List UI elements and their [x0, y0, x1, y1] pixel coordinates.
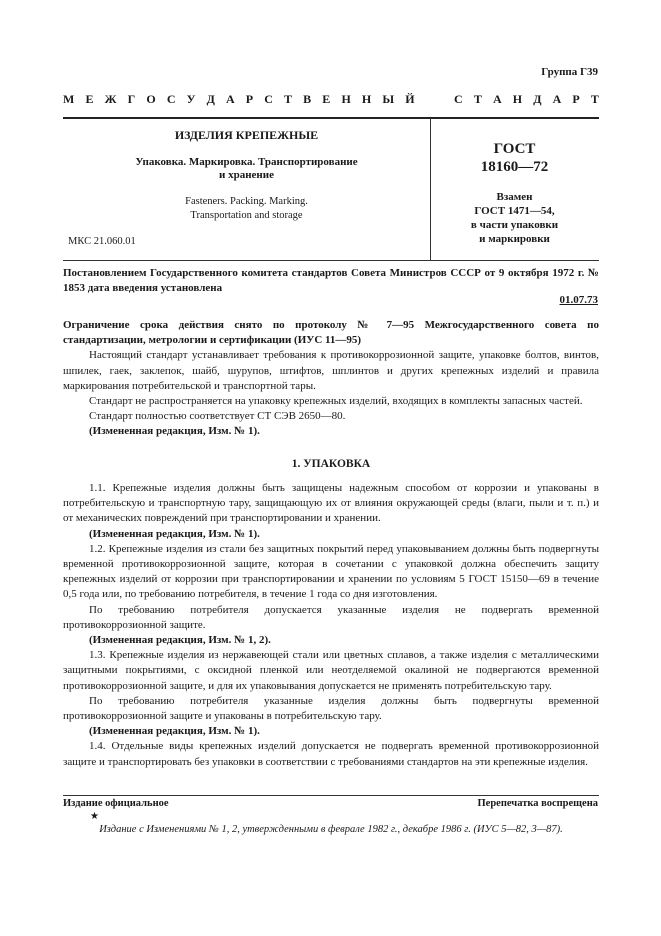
decree-paragraph — [63, 266, 599, 296]
intro-paragraph-3: Стандарт полностью соответствует СТ СЭВ 2650—80. — [89, 410, 346, 423]
clause-1-4: 1.4. Отдельные виды крепежных изделий допускается не подвергать временной противокоррозионной защите и транспортировать без упаковки в соответствии с требованиями стандартов на эти крепежные изделия. — [63, 740, 599, 768]
official-edition: Издание официальное — [63, 798, 169, 809]
reprint-prohibited: Перепечатка воспрещена — [477, 798, 598, 809]
intro-change-note: (Измененная редакция, Изм. № 1). — [89, 425, 260, 438]
subtitle-ru — [63, 156, 430, 182]
subtitle-en — [63, 195, 430, 223]
banner-letter — [440, 92, 443, 107]
banner-letter: А — [552, 92, 562, 106]
mks-code: МКС 21.060.01 — [68, 236, 136, 247]
section-heading-packing: 1. УПАКОВКА — [291, 458, 371, 470]
banner-letter: М — [63, 92, 75, 106]
banner-letter: Р — [572, 92, 580, 106]
title-block-right — [430, 118, 599, 246]
document-title: ИЗДЕЛИЯ КРЕПЕЖНЫЕ — [174, 128, 319, 142]
gost-number — [430, 140, 599, 176]
banner-letter: О — [146, 92, 156, 106]
title-block-bottom-divider — [63, 260, 599, 261]
title-block-left — [63, 118, 430, 260]
replaces-line-2: ГОСТ 1471—54, — [474, 205, 555, 217]
clause-1-1-note: (Измененная редакция, Изм. № 1). — [89, 527, 260, 540]
clause-1-1: 1.1. Крепежные изделия должны быть защищены надежным способом от коррозии и упакованы в потребительскую и транспортную тару, защищающую их от влияния окружающей среды (влаги, пыли и т. п.) и от механических повреждений при транспортировании и хранении. — [63, 482, 599, 525]
intro-paragraph-1: Настоящий стандарт устанавливает требования к противокоррозионной защите, упаковке болтов, винтов, шпилек, гаек, заклепок, шайб, шурупов, штифтов, шплинтов и других крепежных изделий и правила маркирования потребительской и транспортной тары. — [63, 349, 599, 392]
star-icon: ★ — [90, 811, 99, 822]
section-packing-body — [63, 481, 599, 770]
subtitle-ru-line-1: Упаковка. Маркировка. Транспортирование — [135, 156, 358, 168]
banner-letter: А — [225, 92, 235, 106]
replaces-note — [430, 190, 599, 246]
replaces-line-3: в части упаковки — [470, 219, 559, 231]
subtitle-en-line-2: Transportation and storage — [190, 210, 303, 221]
banner-letter: Ы — [382, 92, 395, 106]
intro-section — [63, 318, 599, 440]
gost-code: 18160—72 — [480, 159, 549, 175]
group-code: Группа Г39 — [541, 66, 598, 78]
banner-letter: Н — [341, 92, 351, 106]
standard-banner — [63, 92, 599, 107]
banner-letter: Ж — [104, 92, 117, 106]
banner-letter: Е — [322, 92, 331, 106]
limitation-text: Ограничение срока действия снято по протоколу № 7—95 Межгосударственного совета по стандартизации, метрологии и сертификации (ИУС 11—95) — [63, 319, 599, 347]
banner-letter: Т — [473, 92, 482, 106]
decree-text: Постановлением Государственного комитета стандартов Совета Министров СССР от 9 октября 1972 г. № 1853 дата введения установлена — [63, 267, 599, 295]
banner-letter: Р — [245, 92, 254, 106]
clause-1-3: 1.3. Крепежные изделия из нержавеющей стали или цветных сплавов, а также изделия с металлическими защитными покрытиями, с оксидной пленкой или неотделяемой окалиной не подвергаются временной противокоррозионной защите, и для их упаковывания допускается не применять потребительскую тару. — [63, 649, 599, 692]
intro-paragraph-2: Стандарт не распространяется на упаковку крепежных изделий, входящих в комплекты запасных частей. — [89, 395, 583, 408]
banner-letter — [426, 92, 429, 107]
banner-letter: Й — [405, 92, 415, 106]
clause-1-2: 1.2. Крепежные изделия из стали без защитных покрытий перед упаковыванием должны быть подвергнуты временной противокоррозионной защите, которая в сочетании с упаковкой должна обеспечить защиту крепежных изделий от коррозии при транспортировании и хранении по условиям 5 ГОСТ 15150—69 в течение 0,5 года или, по требованию потребителя, в течение 1 года со дня изготовления. — [63, 542, 599, 601]
banner-letter: Т — [590, 92, 599, 106]
gost-label: ГОСТ — [493, 141, 536, 157]
banner-letter: Н — [361, 92, 372, 106]
replaces-line-1: Взамен — [496, 191, 533, 203]
banner-letter: Г — [127, 92, 136, 106]
clause-1-3-note: (Измененная редакция, Изм. № 1). — [89, 725, 260, 738]
clause-1-2-extra: По требованию потребителя допускается указанные изделия не подвергать временной противокоррозионной защите. — [63, 603, 599, 631]
banner-letter: С — [454, 92, 463, 106]
banner-letter: С — [264, 92, 273, 106]
subtitle-ru-line-2: и хранение — [219, 169, 274, 181]
banner-letter: А — [492, 92, 502, 106]
replaces-line-4: и маркировки — [479, 233, 550, 245]
effective-date: 01.07.73 — [559, 294, 598, 306]
banner-letter: С — [166, 92, 176, 106]
banner-letter: Е — [85, 92, 94, 106]
footer-divider — [63, 795, 599, 796]
banner-letter: У — [186, 92, 196, 106]
clause-1-3-extra: По требованию потребителя указанные изделия должны быть подвергнуты временной противокоррозионной защите и упакованы в потребительскую тару. — [63, 694, 599, 723]
subtitle-en-line-1: Fasteners. Packing. Marking. — [185, 196, 308, 207]
clause-1-2-note: (Измененная редакция, Изм. № 1, 2). — [89, 634, 271, 647]
banner-letter: Д — [206, 92, 215, 106]
banner-letter: В — [303, 92, 312, 106]
banner-letter: Т — [284, 92, 293, 106]
banner-letter: Д — [533, 92, 542, 106]
edition-note: Издание с Изменениями № 1, 2, утвержденными в феврале 1982 г., декабре 1986 г. (ИУС 5—82, 3—87). — [99, 824, 563, 835]
banner-letter: Н — [512, 92, 523, 106]
